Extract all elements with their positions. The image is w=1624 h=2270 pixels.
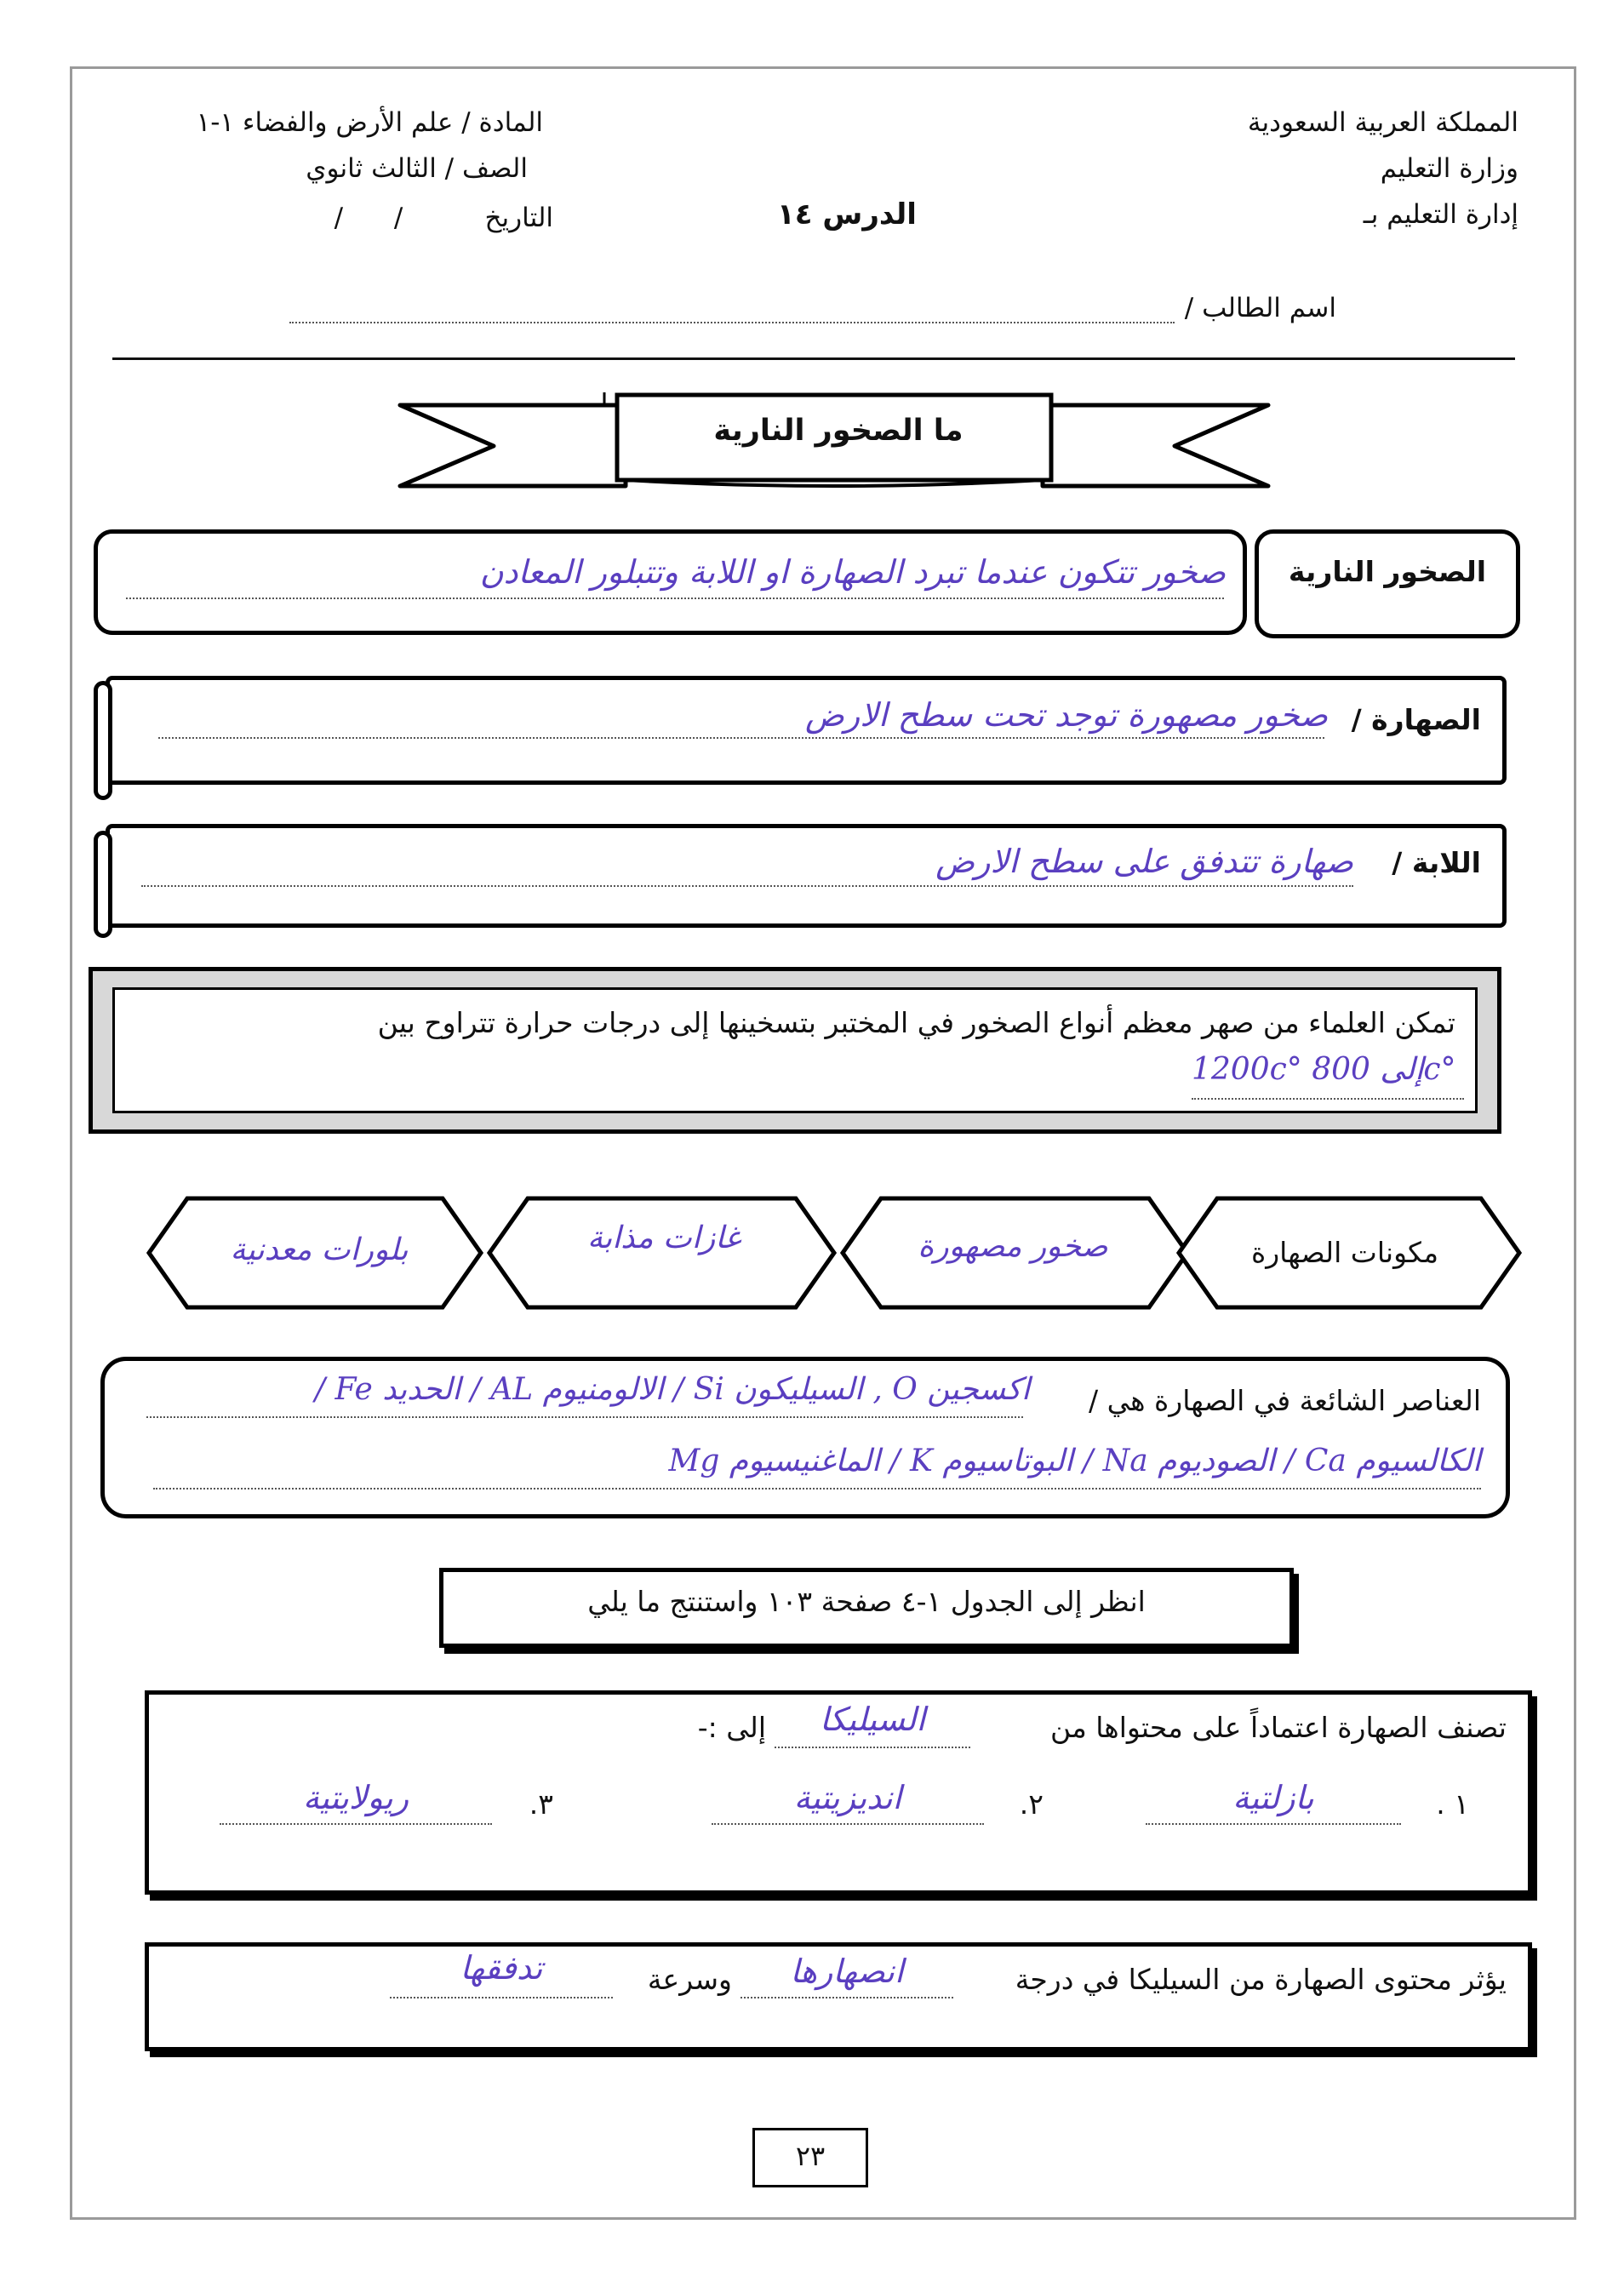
page-title: ما الصخور النارية (713, 414, 964, 448)
igneous-label: الصخور النارية (1288, 555, 1487, 588)
component-2[interactable]: غازات مذابة (586, 1221, 741, 1255)
kingdom-label: المملكة العربية السعودية (1247, 107, 1518, 138)
lesson-label: الدرس ١٤ (777, 197, 917, 232)
melting-answer[interactable]: 1200c° إلى 800c° (1192, 1052, 1456, 1087)
effect-answer-b[interactable]: تدفقها (460, 1949, 543, 1987)
effect-line-a (741, 1997, 953, 1998)
classification-answer-3[interactable]: ريولايتية (302, 1779, 409, 1816)
classification-text-b: إلى :- (697, 1711, 766, 1744)
classification-silica-line (775, 1747, 970, 1748)
component-3[interactable]: بلورات معدنية (230, 1232, 409, 1267)
effect-text-a: يؤثر محتوى الصهارة من السيليكا في درجة (1015, 1963, 1507, 1996)
table-note: انظر إلى الجدول ١-٤ صفحة ١٠٣ واستنتج ما يلي (587, 1585, 1146, 1618)
classification-text-a: تصنف الصهارة اعتماداً على محتواها من (1049, 1711, 1507, 1744)
lava-label: اللابة / (1392, 846, 1481, 879)
classification-number-3: ٣. (529, 1787, 553, 1821)
header-divider (112, 357, 1515, 360)
magma-answer-line (158, 737, 1324, 739)
classification-number-2: ٢. (1019, 1787, 1044, 1821)
classification-answer-2[interactable]: انديزيتية (793, 1779, 902, 1816)
administration-label: إدارة التعليم بـ (1363, 199, 1518, 230)
effect-text-b: وسرعة (647, 1963, 732, 1996)
elements-answer-2[interactable]: الكالسيوم Ca / الصوديوم Na / البوتاسيوم K / الماغنيسيوم Mg (668, 1444, 1481, 1478)
igneous-answer[interactable]: صخور تتكون عندما تبرد الصهارة او اللابة وتتبلور المعادن (479, 553, 1226, 591)
melting-answer-line (1192, 1098, 1464, 1100)
page-number: ٢٣ (795, 2140, 826, 2172)
elements-line-1 (146, 1416, 1023, 1418)
classification-silica-answer[interactable]: السيليكا (819, 1701, 926, 1738)
effect-line-b (390, 1997, 613, 1998)
lava-answer-line (141, 885, 1353, 887)
subject-label: المادة / علم الأرض والفضاء ١-١ (196, 107, 543, 138)
classification-line-3 (220, 1823, 492, 1825)
classification-line-1 (1146, 1823, 1401, 1825)
melting-text: تمكن العلماء من صهر معظم أنواع الصخور في المختبر بتسخينها إلى درجات حرارة تتراوح بين (377, 1006, 1455, 1039)
classification-line-2 (712, 1823, 984, 1825)
ministry-label: وزارة التعليم (1380, 153, 1518, 184)
title-banner (392, 388, 1277, 507)
igneous-answer-line (126, 598, 1224, 599)
lava-answer[interactable]: صهارة تتدفق على سطح الارض (935, 843, 1353, 880)
elements-answer-1[interactable]: اكسجين O , السيليكون Si / الالومنيوم AL / الحديد Fe / (314, 1372, 1030, 1407)
magma-answer[interactable]: صخور مصهورة توجد تحت سطح الارض (804, 696, 1328, 734)
date-label: التاريخ (484, 203, 553, 233)
student-name-field[interactable] (289, 322, 1175, 323)
classification-number-1: ١ . (1436, 1787, 1469, 1821)
grade-label: الصف / الثالث ثانوي (306, 153, 528, 184)
components-label: مكونات الصهارة (1250, 1236, 1439, 1269)
date-slashes: / / (334, 203, 403, 233)
student-name-label: اسم الطالب / (1184, 293, 1336, 323)
lava-scroll-curl (94, 831, 112, 938)
magma-label: الصهارة / (1351, 703, 1481, 736)
component-1[interactable]: صخور مصهورة (918, 1229, 1108, 1264)
classification-answer-1[interactable]: بازلتية (1232, 1779, 1314, 1816)
effect-answer-a[interactable]: انصهارها (790, 1953, 904, 1990)
magma-scroll-curl (94, 681, 112, 800)
elements-label: العناصر الشائعة في الصهارة هي / (1089, 1384, 1481, 1417)
elements-line-2 (153, 1488, 1481, 1490)
